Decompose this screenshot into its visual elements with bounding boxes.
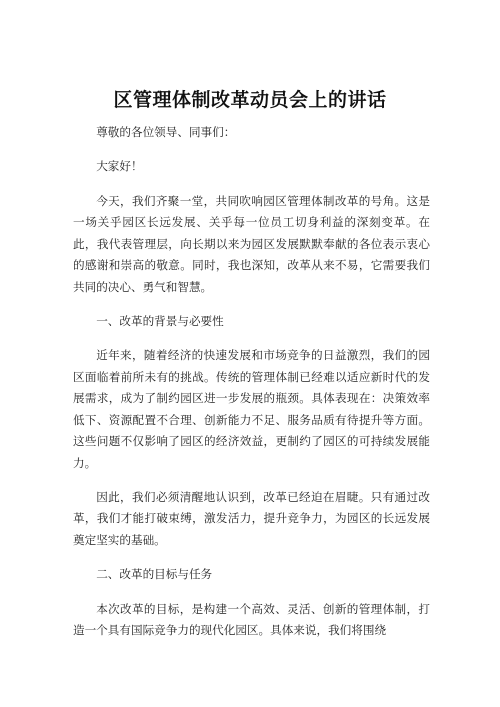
section-heading: 二、改革的目标与任务 — [96, 567, 213, 582]
section-heading: 一、改革的背景与必要性 — [96, 313, 224, 328]
salutation: 尊敬的各位领导、同事们： — [96, 125, 236, 139]
body-paragraph: 近年来，随着经济的快速发展和市场竞争的日益激烈，我们的园区面临着前所未有的挑战。传统的管理体制已经难以适应新时代的发展需求，成为了制约园区进一步发展的瓶颈。具体表现在：决策效率低下、资源配置不合理、创新能力不足、服务品质有待提升等方面。这些问题不仅影响了园区的经济效益，更制约了园区的可持续发展能力。 — [73, 348, 430, 470]
body-paragraph: 本次改革的目标，是构建一个高效、灵活、创新的管理体制，打造一个具有国际竞争力的现代化园区。具体来说，我们将围绕 — [73, 601, 430, 638]
body-paragraph: 因此，我们必须清醒地认识到，改革已经迫在眉睫。只有通过改革，我们才能打破束缚，激发活力，提升竞争力，为园区的长远发展奠定坚实的基础。 — [73, 489, 430, 547]
body-paragraph: 今天，我们齐聚一堂，共同吹响园区管理体制改革的号角。这是一场关乎园区长远发展、关乎每一位员工切身利益的深刻变革。在此，我代表管理层，向长期以来为园区发展默默奉献的各位表示衷心的感谢和崇高的敬意。同时，我也深知，改革从来不易，它需要我们共同的决心、勇气和智慧。 — [73, 193, 430, 294]
greeting: 大家好！ — [96, 159, 143, 174]
document-body — [73, 122, 430, 654]
document-title: 区管理体制改革动员会上的讲话 — [113, 89, 387, 111]
